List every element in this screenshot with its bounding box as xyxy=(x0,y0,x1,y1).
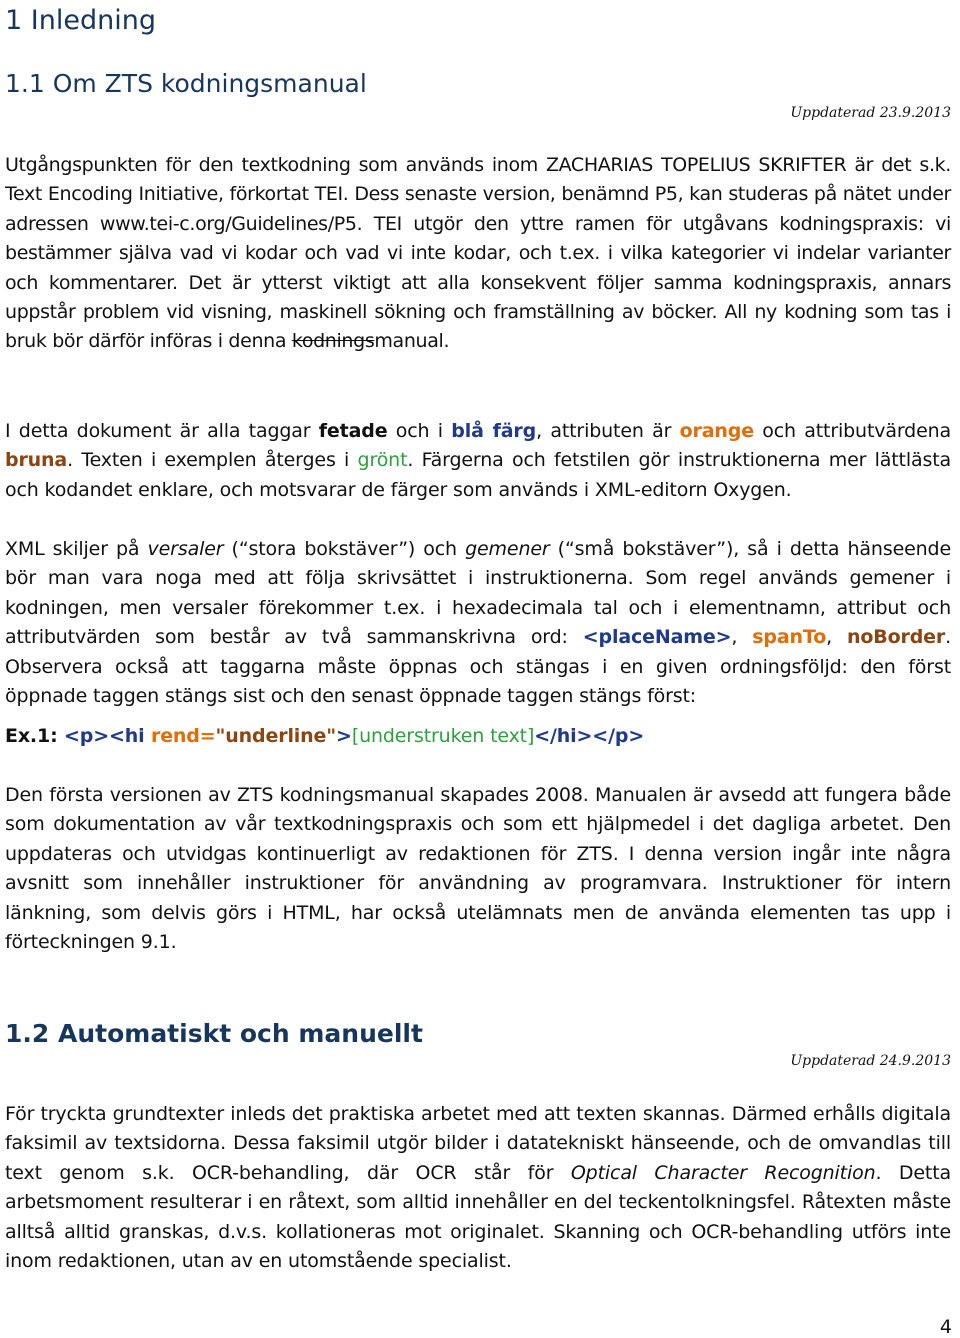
struck-text: kodnings xyxy=(291,330,375,353)
italic-word: gemener xyxy=(465,538,550,560)
updated-date-1-2: Uppdaterad 24.9.2013 xyxy=(790,1053,951,1069)
paragraph-text: . Detta arbetsmoment resulterar i en råtext, som alltid innehåller en del teckentolkningsfel. Råtexten måste alltså alltid granskas, d.v.s. kollationeras mot originalet. Skanning och OCR-behandling utförs inte inom redaktionen, utan av en utomstående specialist. xyxy=(5,1161,951,1273)
section-heading-1-2: 1.2 Automatiskt och manuellt xyxy=(5,1019,423,1048)
paragraph-text: manual. xyxy=(374,330,450,353)
paragraph-text: . Texten i exemplen återges i xyxy=(67,449,358,472)
blue-colored-word: blå färg xyxy=(451,420,537,442)
paragraph-text: XML skiljer på xyxy=(5,538,148,560)
example-attribute: rend= xyxy=(150,725,216,747)
paragraph-text: Utgångspunkten för den textkodning som används inom ZACHARIAS TOPELIUS SKRIFTER är det s.k. Text Encoding Initiative, förkortat TEI. Dess senaste version, benämnd P5, kan studeras på nätet under adressen www.tei-c.org/Guidelines/P5. TEI utgör den yttre ramen för utgåvans kodningspraxis: vi bestämmer själva vad vi kodar och vad vi inte kodar, och t.ex. i vilka kategorier vi indelar varianter och kommentarer. Det är ytterst viktigt att alla konsekvent följer samma kodningspraxis, annars uppstår problem vid visning, maskinell sökning och framställning av böcker. All ny kodning som tas i bruk bör därför införas i denna xyxy=(5,154,951,353)
bold-word: fetade xyxy=(318,420,388,442)
section-heading-1-1: 1.1 Om ZTS kodningsmanual xyxy=(5,69,367,98)
attribute-example-spanto: spanTo xyxy=(752,626,827,649)
green-colored-word: grönt xyxy=(357,449,408,472)
paragraph-manual-history: Den första versionen av ZTS kodningsmanual skapades 2008. Manualen är avsedd att fungera både som dokumentation av vår textkodningspraxis och som ett hjälpmedel i det dagliga arbetet. Den uppdateras och utvidgas kontinuerligt av redaktionen för ZTS. I denna version ingår inte några avsnitt som innehåller instruktioner för användning av programvara. Instruktioner för intern länkning, som delvis görs i HTML, har också utelämnats men de använda elementen tas upp i förteckningen 9.1. xyxy=(5,784,951,954)
paragraph-tei-intro xyxy=(5,151,951,357)
updated-date-1-1: Uppdaterad 23.9.2013 xyxy=(790,105,951,121)
brown-colored-word: bruna xyxy=(5,449,68,472)
example-attribute-value: "underline" xyxy=(215,725,337,747)
example-close-bracket: > xyxy=(336,725,352,747)
paragraph-text: (“små bokstäver”), så i detta hänseende bör man vara noga med att följa skrivsättet i instruktionerna. Som regel används gemener i kodningen, men versaler förekommer t.ex. i hexadecimala tal och i elementnamn, attribut och attributvärden som består av två sammanskrivna ord: xyxy=(5,538,951,649)
paragraph-text: . Observera också att taggarna måste öppnas och stängas i en given ordningsföljd: den först öppnade taggen stängs sist och den senast öppnade taggen stängs först: xyxy=(5,626,952,708)
paragraph-text: , xyxy=(826,626,847,649)
paragraph-case-sensitivity xyxy=(5,535,951,711)
paragraph-text: . Färgerna och fetstilen gör instruktionerna mer lättlästa och kodandet enklare, och motsvarar de färger som används i XML-editorn Oxygen. xyxy=(5,449,951,501)
example-text: [understruken text] xyxy=(351,725,535,747)
page-number: 4 xyxy=(939,1316,952,1338)
paragraph-text: och i xyxy=(387,420,452,442)
example-open-tags: <p><hi xyxy=(64,725,151,747)
paragraph-color-legend xyxy=(5,417,951,505)
paragraph-text: (“stora bokstäver”) och xyxy=(223,538,466,560)
paragraph-text: För tryckta grundtexter inleds det praktiska arbetet med att texten skannas. Därmed erhålls digitala faksimil av textsidorna. Dessa faksimil utgör bilder i datatekniskt hänseende, och de omvandlas till text genom s.k. OCR-behandling, där OCR står för xyxy=(5,1103,951,1184)
paragraph-text: och attributvärdena xyxy=(753,420,951,442)
paragraph-text: , xyxy=(731,626,753,649)
paragraph-text: I detta dokument är alla taggar xyxy=(5,420,319,442)
example-end-tags: </hi></p> xyxy=(534,725,645,747)
paragraph-scanning-ocr xyxy=(5,1100,951,1276)
paragraph-text: , attributen är xyxy=(536,420,680,442)
chapter-heading: 1 Inledning xyxy=(5,5,156,36)
example-label: Ex.1: xyxy=(5,725,64,747)
italic-word: versaler xyxy=(147,538,224,560)
value-example-noborder: noBorder xyxy=(846,626,946,649)
italic-phrase: Optical Character Recognition xyxy=(570,1161,876,1184)
tag-example-placename: <placeName> xyxy=(582,626,732,649)
code-example-1 xyxy=(5,722,951,751)
orange-colored-word: orange xyxy=(679,420,754,442)
